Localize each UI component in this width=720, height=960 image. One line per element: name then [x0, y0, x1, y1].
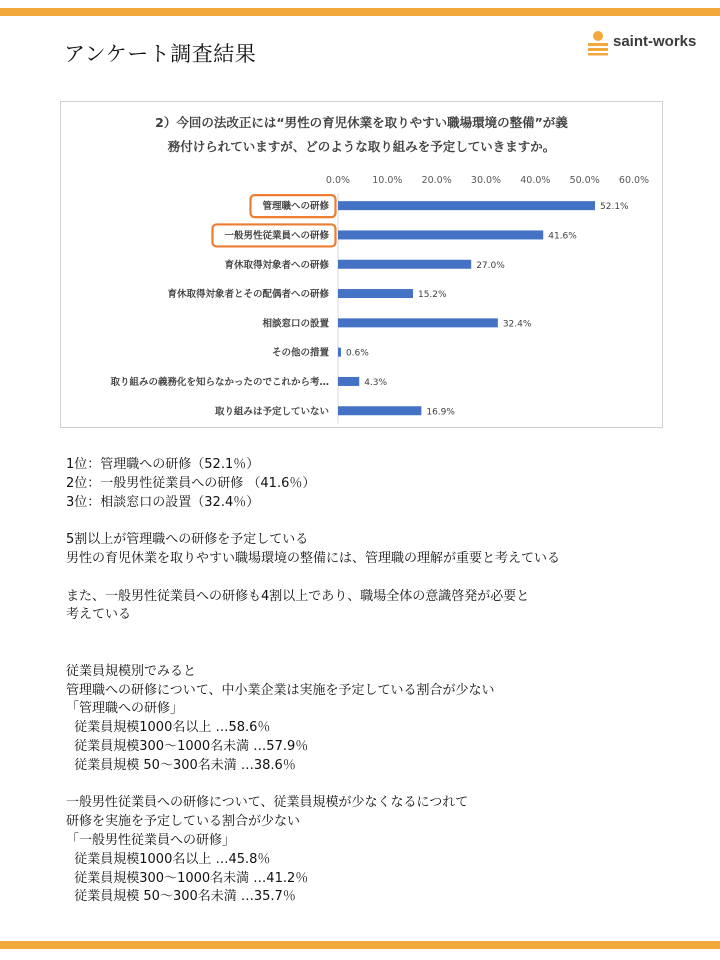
summary-line: また、一般男性従業員への研修も4割以上であり、職場全体の意識啓発が必要と	[66, 588, 530, 604]
value-label: 27.0%	[476, 260, 505, 271]
summary-line: 「一般男性従業員への研修」	[66, 832, 236, 848]
bar	[338, 348, 341, 357]
category-label: 取り組みは予定していない	[214, 406, 329, 418]
summary-line	[66, 625, 706, 644]
summary-line	[66, 776, 706, 795]
value-label: 52.1%	[600, 202, 629, 213]
summary-line: 従業員規模1000名以上 …58.6％	[66, 720, 271, 736]
category-label: 一般男性従業員への研修	[224, 230, 329, 242]
page-title: アンケート調査結果	[64, 42, 257, 66]
bar-chart	[61, 102, 662, 427]
summary-line: 一般男性従業員への研修について、従業員規模が少なくなるにつれて	[66, 795, 469, 811]
summary-line: 従業員規模300～1000名未満 …41.2％	[66, 870, 309, 886]
category-label: 管理職への研修	[262, 201, 329, 213]
bar	[338, 289, 413, 298]
summary-line: 従業員規模1000名以上 …45.8％	[66, 851, 271, 867]
value-label: 0.6%	[345, 348, 369, 359]
value-label: 32.4%	[502, 319, 532, 330]
tick-label: 40.0%	[520, 175, 551, 186]
top-accent-bar	[0, 8, 720, 16]
bottom-accent-bar	[0, 941, 720, 949]
summary-line: 男性の育児休業を取りやすい職場環境の整備には、管理職の理解が重要と考えている	[66, 550, 561, 566]
summary-line: 従業員規模 50～300名未満 …38.6％	[66, 757, 296, 773]
chart-title-line: 2）今回の法改正には“男性の育児休業を取りやすい職場環境の整備”が義	[155, 115, 568, 130]
summary-line: 従業員規模300～1000名未満 …57.9％	[66, 738, 309, 754]
summary-line	[66, 569, 706, 588]
company-logo	[587, 28, 711, 58]
summary-line: 2位：一般男性従業員への研修 （41.6％）	[66, 475, 316, 491]
category-label: 育休取得対象者への研修	[224, 259, 329, 271]
logo-text: saint-works	[613, 33, 697, 50]
value-label: 15.2%	[417, 290, 447, 301]
category-label: その他の措置	[271, 347, 329, 359]
category-label: 取り組みの義務化を知らなかったのでこれから考…	[110, 376, 329, 388]
summary-line: 従業員規模 50～300名未満 …35.7％	[66, 889, 296, 905]
bar	[338, 406, 421, 415]
tick-label: 50.0%	[569, 175, 600, 186]
sun-icon	[587, 30, 611, 56]
summary-line: 従業員規模別でみると	[66, 663, 197, 679]
chart-title-line: 務付けられていますが、どのような取り組みを予定していきますか。	[167, 139, 556, 154]
summary-line: 考えている	[66, 607, 132, 623]
summary-line	[66, 644, 706, 663]
summary-text	[66, 456, 706, 907]
tick-label: 30.0%	[470, 175, 502, 186]
category-label: 育休取得対象者とその配偶者への研修	[167, 289, 329, 301]
summary-line: 管理職への研修について、中小業企業は実施を予定している割合が少ない	[66, 682, 495, 698]
category-label: 相談窓口の設置	[262, 318, 329, 330]
value-label: 16.9%	[426, 407, 455, 418]
summary-line: 「管理職への研修」	[66, 701, 184, 717]
survey-chart	[60, 101, 663, 428]
bar	[338, 377, 359, 386]
bar	[338, 201, 595, 210]
value-label: 4.3%	[364, 377, 388, 388]
bar	[338, 318, 498, 327]
summary-line: 1位：管理職への研修（52.1％）	[66, 457, 260, 472]
tick-label: 0.0%	[325, 175, 351, 186]
bar	[338, 230, 543, 239]
tick-label: 20.0%	[421, 175, 452, 186]
value-label: 41.6%	[548, 231, 577, 242]
tick-label: 60.0%	[618, 175, 650, 186]
summary-line: 5割以上が管理職への研修を予定している	[66, 532, 309, 548]
summary-line: 3位：相談窓口の設置（32.4％）	[66, 494, 260, 510]
bar	[338, 260, 471, 269]
summary-line	[66, 512, 706, 531]
summary-line: 研修を実施を予定している割合が少ない	[66, 814, 301, 830]
tick-label: 10.0%	[372, 175, 403, 186]
